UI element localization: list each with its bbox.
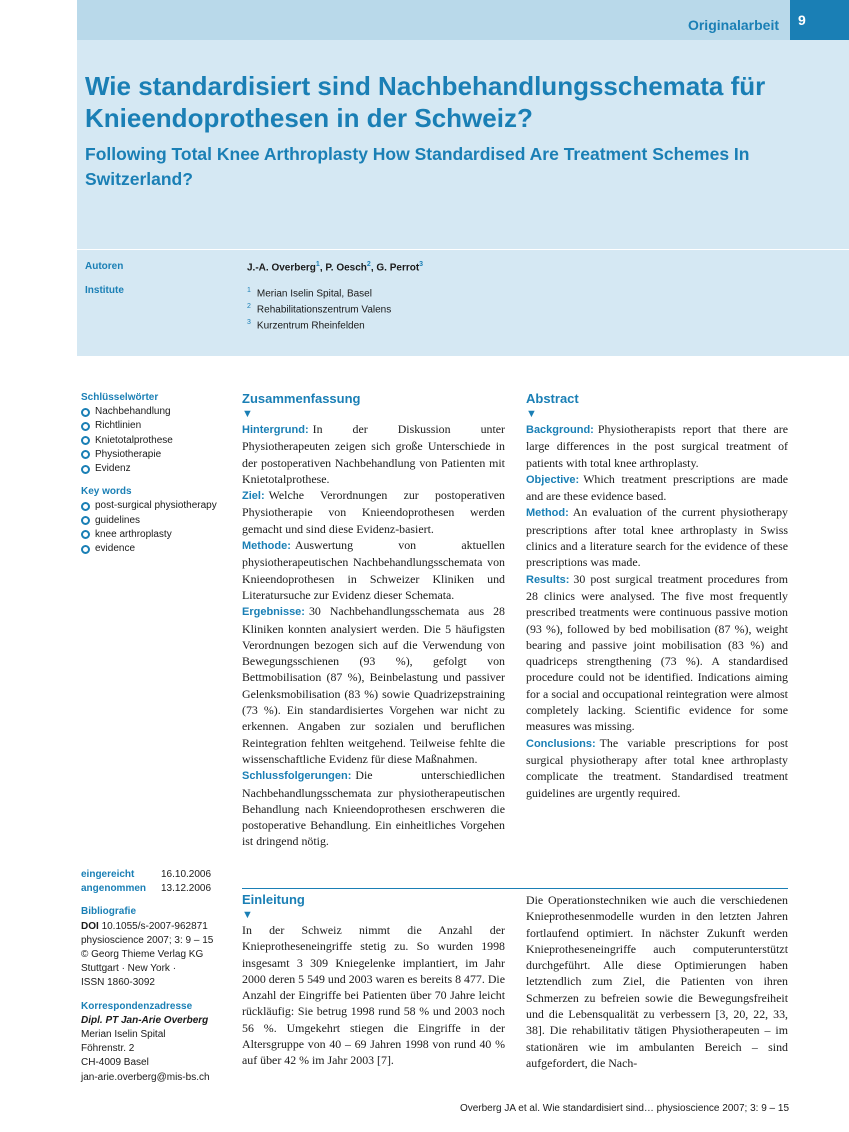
bullet-icon (81, 502, 90, 511)
institutes-label: Institute (85, 285, 124, 296)
body-paragraph: Die Operationstechniken wie auch die verschiedenen Knieprothesenmodelle wurden in den letzten Jahren fortlaufend optimiert. In nächster Zukunft werden Knieprotheseneingriffe auch computerunterstützt durchgeführt. Alle diese Optimierungen haben letztendlich zum Ziel, die Patienten von ihren Schmerzen zu befreien sowie die Bewegungsfreiheit und die Lebensqualität zu verbessern [3, 20, 22, 33, 38]. Die rehabilitativ tätigen Physiotherapeuten – im stationären wie im ambulanten Bereich – sind aufgefordert, die Nach- (526, 893, 788, 1070)
page-number: 9 (790, 0, 849, 40)
author-affiliation: 1 (315, 261, 320, 268)
keyword-item: Physiotherapie (81, 448, 231, 462)
correspondence-title: Korrespondenzadresse (81, 1000, 193, 1012)
submitted-row: eingereicht 16.10.2006 (81, 869, 212, 880)
keyword-item: Richtlinien (81, 419, 231, 433)
abstract-paragraph: Results: 30 post surgical treatment procedures from 28 clinics were analysed. The five most frequently prescribed treatments were continuous passive motion (93 %), followed by bed mobilisation (87 %), weight bearing and passive joint mobilisation (83 %) and quadriceps strengthening (73 %). A standardised procedure could not be identified. Indications aiming for a social and occupational reintegration were almost completely lacking. Scientific evidence for some measures was missing. (526, 571, 788, 734)
triangle-icon: ▼ (526, 408, 537, 420)
bullet-icon (81, 450, 90, 459)
summary-paragraph: Hintergrund: In der Diskussion unter Physiotherapeuten zeigen sich große Unterschiede in der postoperativen Nachbehandlung von Patienten mit Knietotalprothese. (242, 422, 505, 486)
bullet-icon (81, 436, 90, 445)
keyword-item: post-surgical physiotherapy (81, 499, 231, 513)
triangle-icon: ▼ (242, 408, 253, 420)
keyword-item: knee arthroplasty (81, 528, 231, 542)
article-meta: eingereicht 16.10.2006 angenommen 13.12.2006 Bibliografie DOI 10.1055/s-2007-962871 physioscience 2007; 3: 9 – 15 © Georg Thieme Verlag KG Stuttgart · New York · ISSN 1860-3092 Korrespondenzadresse Dipl. PT Jan-Arie Overberg Merian Iselin Spital Föhrenstr. 2 CH-4009 Basel jan-arie.overberg@mis-bs.ch (81, 868, 231, 1085)
author-affiliation: 2 (366, 261, 371, 268)
summary-paragraph: Ziel: Welche Verordnungen zur postoperativen Physiotherapie von Knieendoprothesen werden gemacht und sind diese Evidenz-basiert. (242, 488, 505, 536)
keywords-sidebar (81, 391, 231, 556)
authors-band (77, 250, 849, 356)
correspondence-name: Dipl. PT Jan-Arie Overberg (81, 1014, 209, 1026)
biblio-title: Bibliografie (81, 906, 137, 918)
institute-item: $^2$ Rehabilitationszentrum Valens (247, 302, 392, 316)
bullet-icon (81, 545, 90, 554)
keywords-de-title: Schlüsselwörter (81, 392, 159, 403)
abstract-paragraph: Method: An evaluation of the current physiotherapy prescriptions after total knee arthroplasty in Swiss clinics and a literature search for the evidence of these prescriptions was made. (526, 505, 788, 570)
abstract-paragraph: Background: Physiotherapists report that there are large differences in the post surgical treatment of patients with total knee arthroplasty. (526, 422, 788, 470)
institute-item: $^3$ Kurzentrum Rheinfelden (247, 318, 365, 331)
author-affiliation: 3 (419, 261, 424, 268)
keyword-item: Evidenz (81, 462, 231, 476)
bullet-icon (81, 422, 90, 431)
keyword-item: guidelines (81, 514, 231, 528)
section-divider (242, 888, 788, 889)
page-footer: Overberg JA et al. Wie standardisiert sind… physioscience 2007; 3: 9 – 15 (459, 1103, 789, 1114)
abstract-paragraph: Conclusions: The variable prescriptions for post surgical physiotherapy after total knee arthroplasty complicate the treatment. Standardised treatment guidelines are urgently required. (526, 735, 788, 800)
keywords-en-title: Key words (81, 486, 132, 498)
bullet-icon (81, 408, 90, 417)
title-english: Following Total Knee Arthroplasty How Standardised Are Treatment Schemes In Switzerland? (85, 144, 750, 189)
doi: DOI 10.1055/s-2007-962871 (81, 920, 208, 932)
einleitung-right (526, 892, 788, 1071)
keyword-item: Nachbehandlung (81, 405, 231, 419)
summary-paragraph: Methode: Auswertung von aktuellen physiotherapeutischen Nachbehandlungsschemata von Knieendoprothesen in Schweizer Kliniken und Literatursuche zur Evidenz dieser Schemata. (242, 538, 505, 602)
author-list: J.-A. Overberg$^1$, P. Oesch$^2$, G. Perrot$^3$ (247, 261, 424, 274)
zusammenfassung-heading: Zusammenfassung (242, 391, 361, 406)
bullet-icon (81, 516, 90, 525)
abstract-section (526, 391, 788, 801)
title-german: Wie standardisiert sind Nachbehandlungsschemata für Knieendoprothesen in der Schweiz? (85, 71, 766, 133)
institute-list (247, 285, 391, 332)
einleitung-left (242, 892, 505, 1069)
abstract-paragraph: Objective: Which treatment prescriptions are made and are these evidence based. (526, 471, 788, 504)
author-name: G. Perrot (376, 262, 420, 274)
keyword-item: evidence (81, 542, 231, 556)
author-name: P. Oesch (325, 262, 367, 274)
zusammenfassung-section (242, 391, 505, 850)
summary-paragraph: Ergebnisse: 30 Nachbehandlungsschemata aus 28 Kliniken konnten analysiert werden. Die 5 häufigsten Verordnungen bezogen sich auf die Verwendung von Bewegungsschienen (93 %), gefolgt von Bettmobilisation (87 %), Beinbelastung und passiver Gelenksmobilisation (83 %) sowie Quadrizepstraining (73 %). Ein standardisiertes Vorgehen war nicht zu erkennen. Angaben zur sozialen und beruflichen Reintegration fehlten weitgehend. Teilweise fehlte die wissenschaftliche Evidenz für diese Maßnahmen. (242, 604, 505, 766)
accepted-row: angenommen 13.12.2006 (81, 883, 212, 895)
abstract-heading: Abstract (526, 391, 579, 406)
author-name: J.-A. Overberg (247, 262, 316, 274)
bullet-icon (81, 465, 90, 474)
keyword-item: Knietotalprothese (81, 434, 231, 448)
section-label: Originalarbeit (687, 17, 779, 33)
einleitung-heading: Einleitung (242, 892, 305, 907)
bullet-icon (81, 530, 90, 539)
correspondence-email[interactable]: jan-arie.overberg@mis-bs.ch (81, 1071, 210, 1083)
summary-paragraph: Schlussfolgerungen: Die unterschiedlichen Nachbehandlungsschemata zur physiotherapeutischen Behandlung nach Knieendoprothesen erschweren die postoperative Behandlung. Ein einheitliches Vorgehen ist dringend nötig. (242, 768, 505, 849)
authors-label: Autoren (85, 261, 124, 272)
triangle-icon: ▼ (242, 909, 253, 921)
institute-item: $^1$ Merian Iselin Spital, Basel (247, 287, 372, 300)
body-paragraph: In der Schweiz nimmt die Anzahl der Knieprotheseneingriffe stetig zu. So wurden 1998 insgesamt 3 309 Kniegelenke implantiert, im Jahr 2000 deren 5 549 und 2003 waren es bereits 8 477. Die Anzahl der Eingriffe bei Patienten über 70 Jahre leicht rückläufig: Sie betrug 1998 rund 58 % und 2003 noch 56 %. Umgekehrt stiegen die Eingriffe in der Altersgruppe von 40 – 69 Jahren 1998 von rund 40 % auf über 42 % im Jahr 2003 [7]. (242, 923, 505, 1068)
